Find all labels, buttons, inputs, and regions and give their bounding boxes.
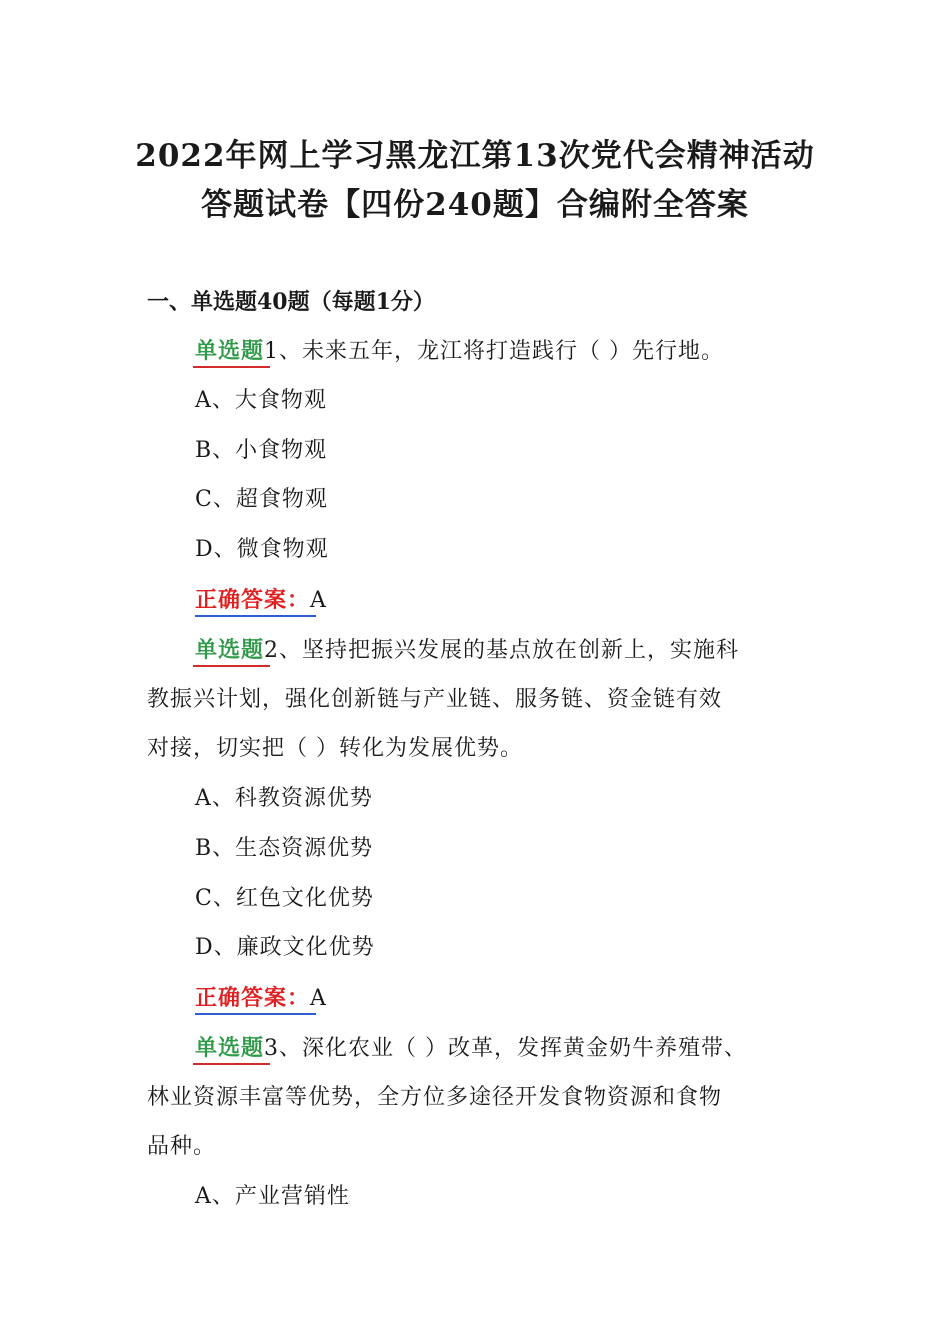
question-2-stem-text-1: 2、坚持把振兴发展的基点放在创新上，实施科: [264, 638, 740, 663]
section-heading: 一、单选题40题（每题1分）: [147, 289, 435, 315]
question-1-option-c: C、超食物观: [195, 487, 328, 512]
question-2-answer: [195, 983, 327, 1014]
question-3-stem-text-3: 品种。: [147, 1134, 217, 1159]
question-3-stem-text-2: 林业资源丰富等优势，全方位多途径开发食物资源和食物: [147, 1085, 723, 1110]
question-2-stem-text-3: 对接，切实把（ ）转化为发展优势。: [147, 736, 523, 761]
question-2-stem: [195, 635, 739, 666]
question-type-tag: 单选题: [195, 1035, 265, 1061]
question-type-tag: 单选题: [195, 637, 265, 663]
question-1-stem: [195, 336, 724, 367]
question-2-option-c: C、红色文化优势: [195, 886, 374, 911]
question-3-stem-text-1: 3、深化农业（ ）改革，发挥黄金奶牛养殖带、: [264, 1036, 748, 1061]
question-2-option-b: B、生态资源优势: [195, 836, 374, 861]
question-2-answer-value: A: [310, 986, 327, 1011]
document-title-line-2: 答题试卷【四份240题】合编附全答案: [201, 187, 749, 223]
question-1-stem-text: 1、未来五年，龙江将打造践行（ ）先行地。: [264, 339, 725, 364]
question-2-option-a: A、科教资源优势: [195, 786, 373, 811]
document-title-line-1: 2022年网上学习黑龙江第13次党代会精神活动: [135, 138, 815, 174]
question-3-stem: [195, 1033, 747, 1064]
answer-tag: 正确答案：: [195, 985, 311, 1011]
answer-tag: 正确答案：: [195, 587, 311, 613]
question-1-answer: [195, 585, 327, 616]
question-1-answer-value: A: [310, 588, 327, 613]
question-2-stem-text-2: 教振兴计划，强化创新链与产业链、服务链、资金链有效: [147, 687, 723, 712]
question-1-option-a: A、大食物观: [195, 388, 327, 413]
question-3-option-a: A、产业营销性: [195, 1184, 350, 1209]
question-1-option-d: D、微食物观: [195, 537, 329, 562]
question-1-option-b: B、小食物观: [195, 438, 328, 463]
question-type-tag: 单选题: [195, 338, 265, 364]
question-2-option-d: D、廉政文化优势: [195, 935, 375, 960]
